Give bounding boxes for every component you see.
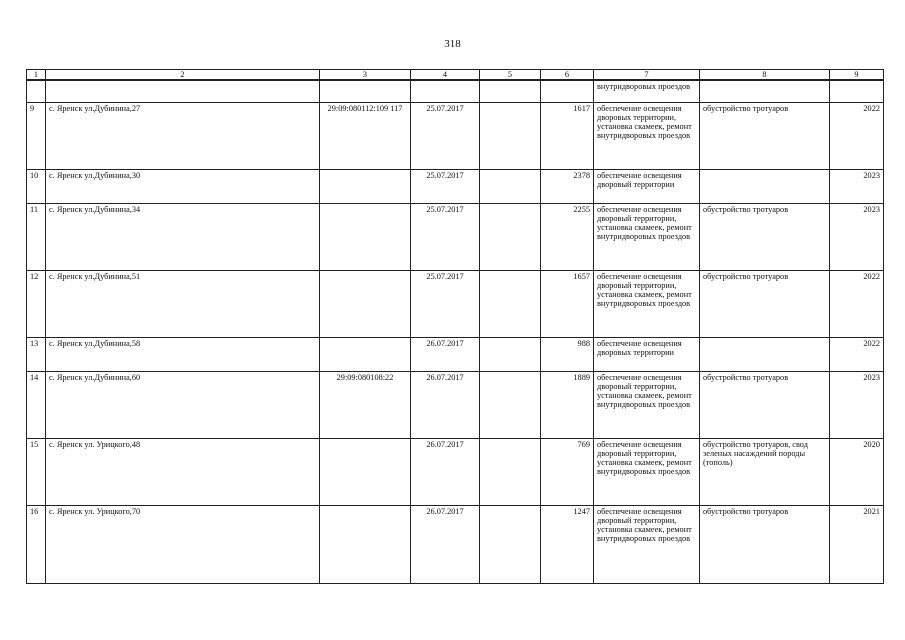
column-5-cell <box>480 270 541 337</box>
additional-works-cell <box>700 337 830 371</box>
date-cell: 25.07.2017 <box>411 270 480 337</box>
column-5-cell <box>480 505 541 583</box>
cadastral-number-cell: 29:09:080108:22 <box>320 371 411 438</box>
address-cell: с. Яренск ул. Урицкого,70 <box>46 505 320 583</box>
area-cell: 1657 <box>541 270 594 337</box>
area-cell: 1889 <box>541 371 594 438</box>
date-cell: 25.07.2017 <box>411 102 480 169</box>
cadastral-number-cell <box>320 203 411 270</box>
table-body <box>27 80 884 583</box>
date-cell: 26.07.2017 <box>411 438 480 505</box>
column-5-cell <box>480 438 541 505</box>
table-row <box>27 80 884 102</box>
additional-works-cell: обустройство тротуаров <box>700 371 830 438</box>
date-cell: 25.07.2017 <box>411 169 480 203</box>
address-cell: с. Яренск ул.Дубинина,58 <box>46 337 320 371</box>
row-number: 12 <box>27 270 46 337</box>
year-cell: 2022 <box>830 102 884 169</box>
year-cell: 2022 <box>830 337 884 371</box>
works-cell: обеспечение освещения дворовый территории, установка скамеек, ремонт внутридворовых проездов <box>594 505 700 583</box>
area-cell: 769 <box>541 438 594 505</box>
column-header-8: 8 <box>700 70 830 81</box>
address-cell: с. Яренск ул.Дубинина,34 <box>46 203 320 270</box>
page-number: 318 <box>444 38 461 50</box>
works-cell: внутридворовых проездов <box>594 80 700 102</box>
cadastral-number-cell <box>320 505 411 583</box>
row-number <box>27 80 46 102</box>
column-5-cell <box>480 371 541 438</box>
table-row <box>27 270 884 337</box>
works-cell: обеспечение освещения дворовый территории <box>594 169 700 203</box>
additional-works-cell: обустройство тротуаров, свод зеленых насаждений породы (тополь) <box>700 438 830 505</box>
column-header-9: 9 <box>830 70 884 81</box>
cadastral-number-cell <box>320 270 411 337</box>
table-row <box>27 169 884 203</box>
row-number: 9 <box>27 102 46 169</box>
area-cell <box>541 80 594 102</box>
additional-works-cell: обустройство тротуаров <box>700 270 830 337</box>
date-cell: 26.07.2017 <box>411 337 480 371</box>
address-cell: с. Яренск ул.Дубинина,60 <box>46 371 320 438</box>
row-number: 10 <box>27 169 46 203</box>
year-cell: 2022 <box>830 270 884 337</box>
column-header-2: 2 <box>46 70 320 81</box>
table-row <box>27 337 884 371</box>
table-row <box>27 203 884 270</box>
works-cell: обеспечение освещения дворовый территории, установка скамеек, ремонт внутридворовых проездов <box>594 203 700 270</box>
cadastral-number-cell <box>320 337 411 371</box>
address-cell <box>46 80 320 102</box>
year-cell: 2023 <box>830 371 884 438</box>
address-cell: с. Яренск ул.Дубинина,27 <box>46 102 320 169</box>
works-cell: обеспечение освещения дворовых территории, установка скамеек, ремонт внутридворовых проездов <box>594 102 700 169</box>
area-cell: 2378 <box>541 169 594 203</box>
area-cell: 1247 <box>541 505 594 583</box>
works-cell: обеспечение освещения дворовый территории, установка скамеек, ремонт внутридворовых проездов <box>594 438 700 505</box>
register-table <box>26 69 884 584</box>
year-cell <box>830 80 884 102</box>
column-header-3: 3 <box>320 70 411 81</box>
additional-works-cell: обустройство тротуаров <box>700 505 830 583</box>
area-cell: 988 <box>541 337 594 371</box>
column-header-6: 6 <box>541 70 594 81</box>
address-cell: с. Яренск ул.Дубинина,51 <box>46 270 320 337</box>
cadastral-number-cell <box>320 438 411 505</box>
column-header-4: 4 <box>411 70 480 81</box>
works-cell: обеспечение освещения дворовый территории, установка скамеек, ремонт внутридворовых проездов <box>594 270 700 337</box>
works-cell: обеспечение освещения дворовый территории, установка скамеек, ремонт внутридворовых проездов <box>594 371 700 438</box>
table-row <box>27 102 884 169</box>
cadastral-number-cell <box>320 80 411 102</box>
address-cell: с. Яренск ул.Дубинина,30 <box>46 169 320 203</box>
column-header-7: 7 <box>594 70 700 81</box>
date-cell: 26.07.2017 <box>411 505 480 583</box>
year-cell: 2023 <box>830 203 884 270</box>
additional-works-cell <box>700 169 830 203</box>
year-cell: 2021 <box>830 505 884 583</box>
column-5-cell <box>480 337 541 371</box>
date-cell: 26.07.2017 <box>411 371 480 438</box>
table-row <box>27 505 884 583</box>
additional-works-cell <box>700 80 830 102</box>
column-5-cell <box>480 80 541 102</box>
row-number: 13 <box>27 337 46 371</box>
row-number: 11 <box>27 203 46 270</box>
row-number: 14 <box>27 371 46 438</box>
table-row <box>27 371 884 438</box>
cadastral-number-cell <box>320 169 411 203</box>
column-5-cell <box>480 169 541 203</box>
cadastral-number-cell: 29:09:080112:109 117 <box>320 102 411 169</box>
year-cell: 2023 <box>830 169 884 203</box>
column-number-row <box>27 70 884 81</box>
column-5-cell <box>480 102 541 169</box>
row-number: 16 <box>27 505 46 583</box>
column-header-1: 1 <box>27 70 46 81</box>
year-cell: 2020 <box>830 438 884 505</box>
column-5-cell <box>480 203 541 270</box>
column-header-5: 5 <box>480 70 541 81</box>
date-cell: 25.07.2017 <box>411 203 480 270</box>
area-cell: 1617 <box>541 102 594 169</box>
additional-works-cell: обустройство тротуаров <box>700 203 830 270</box>
date-cell <box>411 80 480 102</box>
row-number: 15 <box>27 438 46 505</box>
additional-works-cell: обустройство тротуаров <box>700 102 830 169</box>
works-cell: обеспечение освещения дворовых территории <box>594 337 700 371</box>
address-cell: с. Яренск ул. Урицкого,48 <box>46 438 320 505</box>
area-cell: 2255 <box>541 203 594 270</box>
table-row <box>27 438 884 505</box>
